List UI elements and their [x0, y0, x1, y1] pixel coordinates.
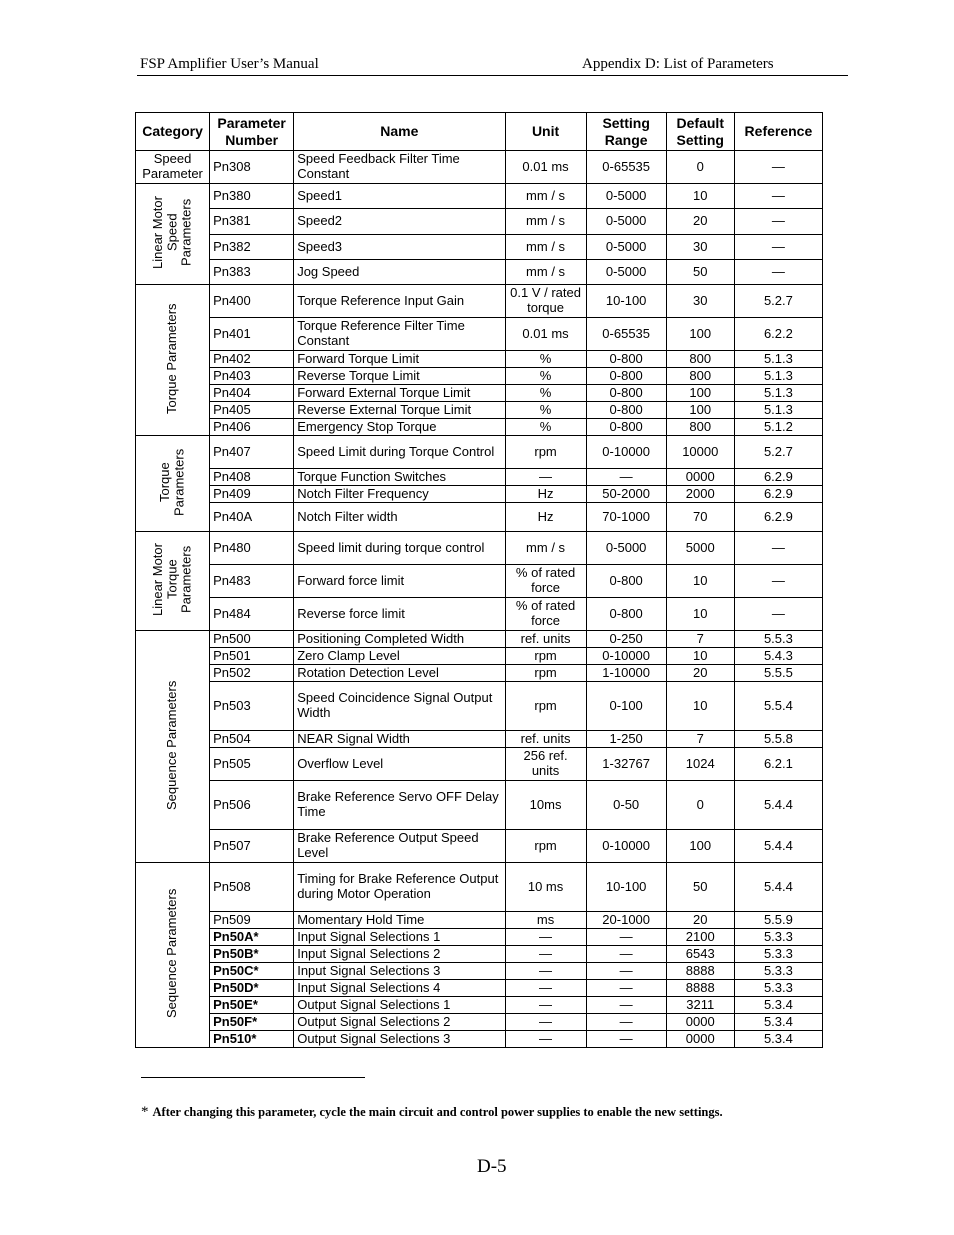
category-label: Sequence Parameters — [164, 888, 180, 1018]
table-row — [136, 665, 823, 682]
cell-name: Output Signal Selections 3 — [294, 1031, 505, 1048]
cell-setting-range: 0-65535 — [586, 318, 666, 351]
cell-name: Input Signal Selections 1 — [294, 929, 505, 946]
cell-default-setting: 100 — [666, 830, 734, 863]
cell-default-setting: 30 — [666, 235, 734, 260]
cell-default-setting: 6543 — [666, 946, 734, 963]
category-label: Torque Parameters — [164, 302, 180, 414]
cell-reference: 6.2.2 — [734, 318, 822, 351]
cell-setting-range: 0-10000 — [586, 830, 666, 863]
cell-reference: 6.2.1 — [734, 748, 822, 781]
cell-default-setting: 50 — [666, 863, 734, 912]
cell-default-setting: 10 — [666, 565, 734, 598]
cell-parameter-number: Pn50C* — [210, 963, 294, 980]
cell-default-setting: 800 — [666, 351, 734, 368]
cell-setting-range: — — [586, 963, 666, 980]
table-row — [136, 1031, 823, 1048]
cell-unit: — — [505, 963, 586, 980]
cell-setting-range: 50-2000 — [586, 486, 666, 503]
cell-name: Jog Speed — [294, 260, 505, 285]
cell-unit: ref. units — [505, 631, 586, 648]
cell-name: Speed Feedback Filter Time Constant — [294, 151, 505, 184]
cell-name: Zero Clamp Level — [294, 648, 505, 665]
cell-default-setting: 7 — [666, 631, 734, 648]
cell-parameter-number: Pn382 — [210, 235, 294, 260]
cell-setting-range: 0-800 — [586, 385, 666, 402]
cell-reference: — — [734, 598, 822, 631]
cell-setting-range: 1-250 — [586, 731, 666, 748]
cell-parameter-number: Pn483 — [210, 565, 294, 598]
cell-default-setting: 100 — [666, 385, 734, 402]
cell-parameter-number: Pn504 — [210, 731, 294, 748]
page-number: D-5 — [477, 1156, 507, 1177]
cell-default-setting: 10 — [666, 682, 734, 731]
cell-parameter-number: Pn40A — [210, 503, 294, 532]
cell-reference: 5.1.3 — [734, 368, 822, 385]
cell-reference: 5.3.4 — [734, 1014, 822, 1031]
category-label: Speed Parameter — [142, 151, 203, 181]
cell-name: Brake Reference Output Speed Level — [294, 830, 505, 863]
cell-default-setting: 70 — [666, 503, 734, 532]
cell-unit: mm / s — [505, 184, 586, 209]
cell-reference: 5.4.3 — [734, 648, 822, 665]
cell-unit: mm / s — [505, 235, 586, 260]
cell-reference: 5.4.4 — [734, 781, 822, 830]
cell-reference: 5.4.4 — [734, 830, 822, 863]
cell-name: Timing for Brake Reference Output during Motor Operation — [294, 863, 505, 912]
cell-unit: % — [505, 419, 586, 436]
cell-parameter-number: Pn409 — [210, 486, 294, 503]
column-header-name: Name — [294, 113, 505, 151]
cell-parameter-number: Pn510* — [210, 1031, 294, 1048]
table-row — [136, 285, 823, 318]
cell-unit: mm / s — [505, 532, 586, 565]
table-row — [136, 731, 823, 748]
cell-reference: 5.1.3 — [734, 402, 822, 419]
table-row — [136, 151, 823, 184]
cell-reference: 5.5.9 — [734, 912, 822, 929]
cell-reference: 6.2.9 — [734, 503, 822, 532]
cell-unit: Hz — [505, 503, 586, 532]
table-row — [136, 318, 823, 351]
cell-default-setting: 10 — [666, 648, 734, 665]
cell-parameter-number: Pn50B* — [210, 946, 294, 963]
cell-unit: 0.01 ms — [505, 151, 586, 184]
cell-setting-range: 1-10000 — [586, 665, 666, 682]
cell-setting-range: — — [586, 946, 666, 963]
cell-unit: % — [505, 351, 586, 368]
cell-unit: — — [505, 980, 586, 997]
cell-reference: 5.1.3 — [734, 351, 822, 368]
cell-setting-range: 0-5000 — [586, 532, 666, 565]
cell-setting-range: 0-10000 — [586, 648, 666, 665]
table-row — [136, 682, 823, 731]
cell-unit: — — [505, 469, 586, 486]
footnote — [141, 1104, 723, 1121]
cell-name: Reverse force limit — [294, 598, 505, 631]
cell-unit: 256 ref. units — [505, 748, 586, 781]
cell-default-setting: 0 — [666, 151, 734, 184]
cell-default-setting: 0 — [666, 781, 734, 830]
cell-parameter-number: Pn403 — [210, 368, 294, 385]
category-label: Linear Motor Speed Parameters — [150, 195, 194, 269]
cell-parameter-number: Pn404 — [210, 385, 294, 402]
cell-reference: 5.5.5 — [734, 665, 822, 682]
cell-unit: mm / s — [505, 260, 586, 285]
table-row — [136, 486, 823, 503]
cell-unit: Hz — [505, 486, 586, 503]
cell-default-setting: 10 — [666, 598, 734, 631]
cell-setting-range: 0-10000 — [586, 436, 666, 469]
table-row — [136, 385, 823, 402]
cell-setting-range: 0-65535 — [586, 151, 666, 184]
cell-default-setting: 3211 — [666, 997, 734, 1014]
category-cell — [136, 184, 210, 285]
cell-parameter-number: Pn400 — [210, 285, 294, 318]
cell-unit: 10 ms — [505, 863, 586, 912]
cell-parameter-number: Pn401 — [210, 318, 294, 351]
cell-setting-range: 0-100 — [586, 682, 666, 731]
table-row — [136, 368, 823, 385]
cell-default-setting: 2000 — [666, 486, 734, 503]
cell-unit: 0.01 ms — [505, 318, 586, 351]
category-cell — [136, 285, 210, 436]
parameter-table — [135, 112, 823, 1048]
cell-reference: 5.4.4 — [734, 863, 822, 912]
column-header-reference: Reference — [734, 113, 822, 151]
footnote-text: After changing this parameter, cycle the main circuit and control power supplies to enable the new settings. — [152, 1105, 723, 1119]
cell-name: Momentary Hold Time — [294, 912, 505, 929]
cell-reference: — — [734, 151, 822, 184]
cell-setting-range: 10-100 — [586, 285, 666, 318]
cell-setting-range: 0-800 — [586, 351, 666, 368]
cell-setting-range: 0-250 — [586, 631, 666, 648]
cell-unit: rpm — [505, 665, 586, 682]
cell-default-setting: 2100 — [666, 929, 734, 946]
category-label: Torque Parameters — [157, 448, 187, 516]
cell-name: Speed2 — [294, 209, 505, 235]
cell-unit: % of rated force — [505, 565, 586, 598]
cell-unit: — — [505, 946, 586, 963]
table-row — [136, 648, 823, 665]
cell-setting-range: 0-5000 — [586, 184, 666, 209]
cell-parameter-number: Pn407 — [210, 436, 294, 469]
header-rule — [137, 75, 848, 76]
cell-name: Torque Reference Input Gain — [294, 285, 505, 318]
cell-parameter-number: Pn503 — [210, 682, 294, 731]
column-header-setting-range: Setting Range — [586, 113, 666, 151]
cell-reference: 5.2.7 — [734, 436, 822, 469]
cell-default-setting: 5000 — [666, 532, 734, 565]
table-row — [136, 235, 823, 260]
cell-name: Torque Function Switches — [294, 469, 505, 486]
cell-default-setting: 100 — [666, 402, 734, 419]
cell-reference: 6.2.9 — [734, 469, 822, 486]
cell-name: Speed limit during torque control — [294, 532, 505, 565]
cell-name: Speed3 — [294, 235, 505, 260]
parameter-table-body — [136, 151, 823, 1048]
table-row — [136, 997, 823, 1014]
cell-setting-range: 70-1000 — [586, 503, 666, 532]
cell-default-setting: 800 — [666, 419, 734, 436]
cell-name: Input Signal Selections 4 — [294, 980, 505, 997]
cell-setting-range: 1-32767 — [586, 748, 666, 781]
table-row — [136, 209, 823, 235]
cell-reference: — — [734, 184, 822, 209]
cell-unit: % — [505, 385, 586, 402]
cell-default-setting: 50 — [666, 260, 734, 285]
cell-parameter-number: Pn50F* — [210, 1014, 294, 1031]
table-header-row — [136, 113, 823, 151]
cell-reference: 5.5.8 — [734, 731, 822, 748]
cell-reference: — — [734, 565, 822, 598]
cell-default-setting: 20 — [666, 209, 734, 235]
cell-name: Brake Reference Servo OFF Delay Time — [294, 781, 505, 830]
cell-parameter-number: Pn308 — [210, 151, 294, 184]
cell-parameter-number: Pn480 — [210, 532, 294, 565]
cell-parameter-number: Pn402 — [210, 351, 294, 368]
cell-setting-range: 0-800 — [586, 419, 666, 436]
cell-unit: rpm — [505, 682, 586, 731]
cell-parameter-number: Pn383 — [210, 260, 294, 285]
cell-reference: — — [734, 532, 822, 565]
cell-unit: rpm — [505, 648, 586, 665]
cell-reference: 5.5.4 — [734, 682, 822, 731]
cell-unit: 10ms — [505, 781, 586, 830]
cell-setting-range: 0-800 — [586, 368, 666, 385]
cell-unit: — — [505, 929, 586, 946]
cell-default-setting: 30 — [666, 285, 734, 318]
cell-name: Reverse External Torque Limit — [294, 402, 505, 419]
cell-reference: 5.3.3 — [734, 963, 822, 980]
cell-parameter-number: Pn405 — [210, 402, 294, 419]
cell-parameter-number: Pn509 — [210, 912, 294, 929]
cell-setting-range: — — [586, 1031, 666, 1048]
cell-reference: 5.2.7 — [734, 285, 822, 318]
cell-setting-range: 0-5000 — [586, 209, 666, 235]
category-cell — [136, 151, 210, 184]
category-cell — [136, 532, 210, 631]
category-label: Sequence Parameters — [164, 680, 180, 810]
cell-setting-range: 0-5000 — [586, 235, 666, 260]
table-row — [136, 565, 823, 598]
cell-unit: ms — [505, 912, 586, 929]
cell-reference: 5.3.4 — [734, 1031, 822, 1048]
cell-reference: 5.3.3 — [734, 929, 822, 946]
cell-setting-range: — — [586, 980, 666, 997]
cell-unit: % — [505, 402, 586, 419]
table-row — [136, 402, 823, 419]
cell-parameter-number: Pn505 — [210, 748, 294, 781]
cell-unit: ref. units — [505, 731, 586, 748]
cell-parameter-number: Pn380 — [210, 184, 294, 209]
cell-name: Output Signal Selections 1 — [294, 997, 505, 1014]
table-row — [136, 980, 823, 997]
category-cell — [136, 631, 210, 863]
cell-reference: — — [734, 209, 822, 235]
cell-name: Speed Limit during Torque Control — [294, 436, 505, 469]
cell-name: Speed1 — [294, 184, 505, 209]
cell-parameter-number: Pn408 — [210, 469, 294, 486]
table-row — [136, 469, 823, 486]
cell-setting-range: 0-800 — [586, 598, 666, 631]
cell-setting-range: — — [586, 997, 666, 1014]
table-row — [136, 419, 823, 436]
cell-default-setting: 20 — [666, 665, 734, 682]
cell-name: Notch Filter Frequency — [294, 486, 505, 503]
table-row — [136, 436, 823, 469]
cell-parameter-number: Pn507 — [210, 830, 294, 863]
cell-unit: — — [505, 997, 586, 1014]
table-row — [136, 748, 823, 781]
cell-reference: 5.1.3 — [734, 385, 822, 402]
cell-default-setting: 10000 — [666, 436, 734, 469]
cell-parameter-number: Pn406 — [210, 419, 294, 436]
cell-reference: 5.3.4 — [734, 997, 822, 1014]
cell-parameter-number: Pn502 — [210, 665, 294, 682]
cell-parameter-number: Pn484 — [210, 598, 294, 631]
table-row — [136, 503, 823, 532]
table-row — [136, 781, 823, 830]
cell-reference: 5.1.2 — [734, 419, 822, 436]
cell-unit: — — [505, 1031, 586, 1048]
category-cell — [136, 436, 210, 532]
table-row — [136, 863, 823, 912]
cell-name: Notch Filter width — [294, 503, 505, 532]
cell-default-setting: 20 — [666, 912, 734, 929]
table-row — [136, 1014, 823, 1031]
cell-name: NEAR Signal Width — [294, 731, 505, 748]
cell-setting-range: 0-800 — [586, 565, 666, 598]
table-row — [136, 532, 823, 565]
running-header-left: FSP Amplifier User’s Manual — [140, 56, 319, 72]
cell-setting-range: — — [586, 1014, 666, 1031]
cell-name: Overflow Level — [294, 748, 505, 781]
cell-unit: % — [505, 368, 586, 385]
table-row — [136, 184, 823, 209]
column-header-category: Category — [136, 113, 210, 151]
cell-name: Input Signal Selections 2 — [294, 946, 505, 963]
footnote-rule — [141, 1077, 365, 1078]
table-row — [136, 946, 823, 963]
cell-unit: rpm — [505, 830, 586, 863]
column-header-unit: Unit — [505, 113, 586, 151]
category-label: Linear Motor Torque Parameters — [150, 542, 194, 616]
cell-default-setting: 1024 — [666, 748, 734, 781]
cell-default-setting: 10 — [666, 184, 734, 209]
cell-unit: 0.1 V / rated torque — [505, 285, 586, 318]
column-header-parameter-number: Parameter Number — [210, 113, 294, 151]
cell-parameter-number: Pn381 — [210, 209, 294, 235]
cell-reference: 6.2.9 — [734, 486, 822, 503]
cell-setting-range: 0-800 — [586, 402, 666, 419]
cell-default-setting: 800 — [666, 368, 734, 385]
cell-default-setting: 100 — [666, 318, 734, 351]
cell-default-setting: 0000 — [666, 469, 734, 486]
cell-name: Output Signal Selections 2 — [294, 1014, 505, 1031]
cell-default-setting: 8888 — [666, 963, 734, 980]
cell-unit: mm / s — [505, 209, 586, 235]
cell-name: Input Signal Selections 3 — [294, 963, 505, 980]
cell-default-setting: 0000 — [666, 1014, 734, 1031]
cell-parameter-number: Pn50E* — [210, 997, 294, 1014]
column-header-default-setting: Default Setting — [666, 113, 734, 151]
cell-default-setting: 8888 — [666, 980, 734, 997]
cell-setting-range: 0-50 — [586, 781, 666, 830]
cell-reference: 5.3.3 — [734, 946, 822, 963]
cell-unit: — — [505, 1014, 586, 1031]
cell-name: Rotation Detection Level — [294, 665, 505, 682]
cell-reference: — — [734, 260, 822, 285]
cell-setting-range: 0-5000 — [586, 260, 666, 285]
footnote-marker: * — [141, 1104, 149, 1120]
cell-reference: 5.5.3 — [734, 631, 822, 648]
cell-setting-range: — — [586, 469, 666, 486]
cell-setting-range: 20-1000 — [586, 912, 666, 929]
cell-unit: rpm — [505, 436, 586, 469]
cell-parameter-number: Pn500 — [210, 631, 294, 648]
cell-default-setting: 7 — [666, 731, 734, 748]
cell-reference: — — [734, 235, 822, 260]
table-row — [136, 631, 823, 648]
cell-name: Forward External Torque Limit — [294, 385, 505, 402]
cell-name: Speed Coincidence Signal Output Width — [294, 682, 505, 731]
cell-name: Forward Torque Limit — [294, 351, 505, 368]
table-row — [136, 351, 823, 368]
cell-unit: % of rated force — [505, 598, 586, 631]
cell-reference: 5.3.3 — [734, 980, 822, 997]
table-row — [136, 963, 823, 980]
cell-parameter-number: Pn50D* — [210, 980, 294, 997]
running-header-right: Appendix D: List of Parameters — [582, 56, 774, 72]
table-row — [136, 929, 823, 946]
cell-parameter-number: Pn50A* — [210, 929, 294, 946]
cell-setting-range: — — [586, 929, 666, 946]
cell-default-setting: 0000 — [666, 1031, 734, 1048]
cell-name: Reverse Torque Limit — [294, 368, 505, 385]
cell-parameter-number: Pn501 — [210, 648, 294, 665]
cell-name: Emergency Stop Torque — [294, 419, 505, 436]
cell-parameter-number: Pn506 — [210, 781, 294, 830]
category-cell — [136, 863, 210, 1048]
table-row — [136, 830, 823, 863]
cell-name: Forward force limit — [294, 565, 505, 598]
table-row — [136, 912, 823, 929]
table-row — [136, 598, 823, 631]
cell-parameter-number: Pn508 — [210, 863, 294, 912]
cell-name: Torque Reference Filter Time Constant — [294, 318, 505, 351]
cell-name: Positioning Completed Width — [294, 631, 505, 648]
cell-setting-range: 10-100 — [586, 863, 666, 912]
table-row — [136, 260, 823, 285]
